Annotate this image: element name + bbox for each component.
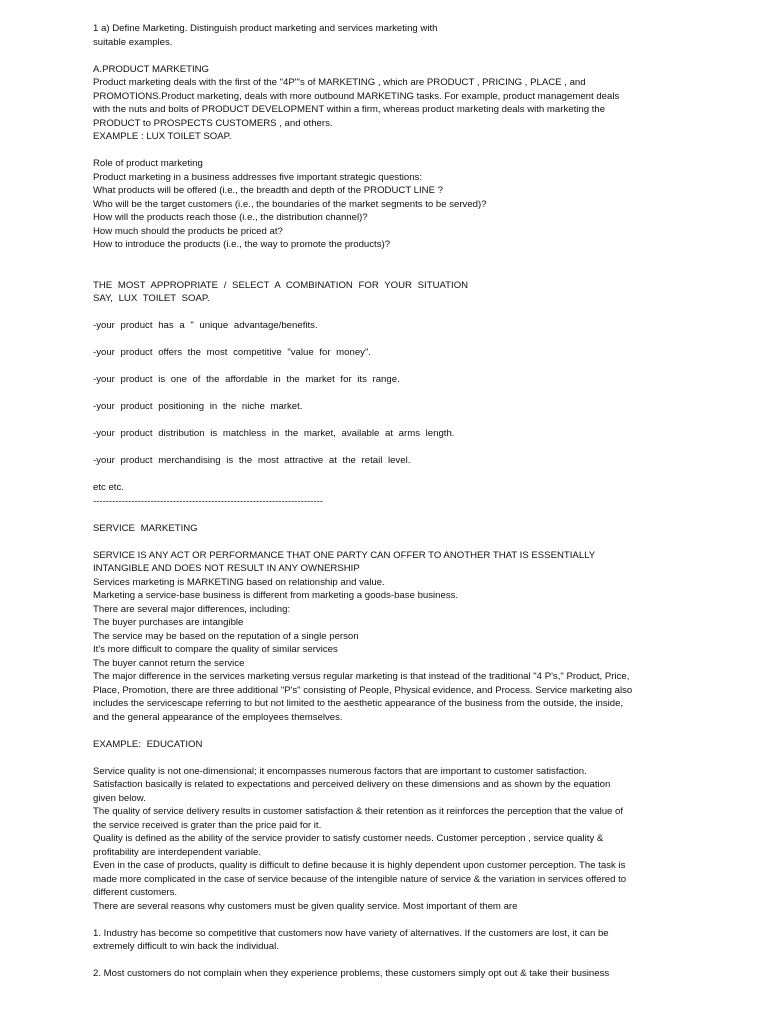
quality-line: Quality is defined as the ability of the service provider to satisfy customer needs. Customer perception , service quality & xyxy=(93,833,604,844)
document-page xyxy=(93,22,673,981)
service-definition-line: SERVICE IS ANY ACT OR PERFORMANCE THAT ONE PARTY CAN OFFER TO ANOTHER THAT IS ESSENTIALLY xyxy=(93,549,596,561)
combination-line-1: THE MOST APPROPRIATE / SELECT A COMBINATION FOR YOUR SITUATION xyxy=(93,279,469,291)
product-example-line: EXAMPLE : LUX TOILET SOAP. xyxy=(93,131,232,142)
service-body-line: It's more difficult to compare the quality of similar services xyxy=(93,644,338,655)
question-line-1: 1 a) Define Marketing. Distinguish product marketing and services marketing with xyxy=(93,23,438,34)
role-line: Product marketing in a business addresses five important strategic questions: xyxy=(93,171,423,183)
quality-line: the service received is grater than the price paid for it. xyxy=(93,819,322,831)
product-marketing-heading: A.PRODUCT MARKETING xyxy=(93,63,210,75)
role-heading: Role of product marketing xyxy=(93,158,203,169)
quality-line: Even in the case of products, quality is difficult to define because it is highly dependent upon customer perception. The task is xyxy=(93,860,626,871)
service-body-line: Place, Promotion, there are three additional "P's" consisting of People, Physical evidence, and Process. Service marketing also xyxy=(93,684,633,696)
quality-line: Service quality is not one-dimensional; it encompasses numerous factors that are important to customer satisfaction. xyxy=(93,765,587,777)
product-point: -your product positioning in the niche market. xyxy=(93,401,303,412)
quality-line: Satisfaction basically is related to expectations and perceived delivery on these dimensions and as shown by the equation xyxy=(93,779,611,790)
service-body-line: includes the servicescape referring to but not limited to the aesthetic appearance of the business from the outside, the inside, xyxy=(93,698,624,709)
product-point: -your product offers the most competitive "value for money". xyxy=(93,347,372,358)
role-line: How to introduce the products (i.e., the way to promote the products)? xyxy=(93,239,391,250)
reason-2-line: 2. Most customers do not complain when they experience problems, these customers simply opt out & take their business xyxy=(93,968,610,979)
service-body-line: The buyer cannot return the service xyxy=(93,657,245,669)
reason-1-line: extremely difficult to win back the individual. xyxy=(93,941,279,952)
product-point: -your product distribution is matchless in the market, available at arms length. xyxy=(93,428,455,439)
service-body-line: Marketing a service-base business is different from marketing a goods-base business. xyxy=(93,590,459,601)
product-point: -your product has a " unique advantage/benefits. xyxy=(93,320,318,331)
quality-line: given below. xyxy=(93,792,146,804)
service-body-line: The major difference in the services marketing versus regular marketing is that instead of the traditional "4 P's," Product, Price, xyxy=(93,671,630,682)
quality-line: The quality of service delivery results in customer satisfaction & their retention as it reinforces the perception that the value of xyxy=(93,806,624,817)
service-body-line: The service may be based on the reputation of a single person xyxy=(93,630,359,642)
dashed-divider: ------------------------------------------------------------------------ xyxy=(93,495,324,507)
product-intro-line: Product marketing deals with the first of the "4P"'s of MARKETING , which are PRODUCT , PRICING , PLACE , and xyxy=(93,77,586,88)
role-line: Who will be the target customers (i.e., the boundaries of the market segments to be served)? xyxy=(93,198,487,210)
product-point: -your product merchandising is the most attractive at the retail level. xyxy=(93,455,411,466)
product-point: -your product is one of the affordable in the market for its range. xyxy=(93,374,400,385)
service-example-line: EXAMPLE: EDUCATION xyxy=(93,738,203,750)
reason-1-line: 1. Industry has become so competitive that customers now have variety of alternatives. If the customers are lost, it can be xyxy=(93,927,609,939)
quality-line: profitability are interdependent variable. xyxy=(93,846,261,858)
quality-line: different customers. xyxy=(93,887,178,898)
role-line: What products will be offered (i.e., the breadth and depth of the PRODUCT LINE ? xyxy=(93,185,444,196)
combination-line-2: SAY, LUX TOILET SOAP. xyxy=(93,293,210,304)
product-intro-line: with the nuts and bolts of PRODUCT DEVELOPMENT within a firm, whereas product marketing deals with marketing the xyxy=(93,104,606,115)
service-body-line: and the general appearance of the employees themselves. xyxy=(93,711,343,723)
question-line-2: suitable examples. xyxy=(93,36,173,48)
product-intro-line: PRODUCT to PROSPECTS CUSTOMERS , and others. xyxy=(93,117,333,129)
service-definition-line: INTANGIBLE AND DOES NOT RESULT IN ANY OWNERSHIP xyxy=(93,563,360,574)
service-body-line: The buyer purchases are intangible xyxy=(93,617,244,628)
product-intro-line: PROMOTIONS.Product marketing, deals with more outbound MARKETING tasks. For example, product management deals xyxy=(93,90,620,102)
role-line: How will the products reach those (i.e., the distribution channel)? xyxy=(93,212,368,223)
role-line: How much should the products be priced at? xyxy=(93,225,283,237)
quality-line: There are several reasons why customers must be given quality service. Most important of them are xyxy=(93,900,518,912)
etc-line: etc etc. xyxy=(93,482,124,493)
service-marketing-heading: SERVICE MARKETING xyxy=(93,522,198,534)
service-body-line: There are several major differences, including: xyxy=(93,603,291,615)
quality-line: made more complicated in the case of service because of the intengible nature of service & the variation in services offered to xyxy=(93,873,627,885)
service-body-line: Services marketing is MARKETING based on relationship and value. xyxy=(93,576,385,588)
